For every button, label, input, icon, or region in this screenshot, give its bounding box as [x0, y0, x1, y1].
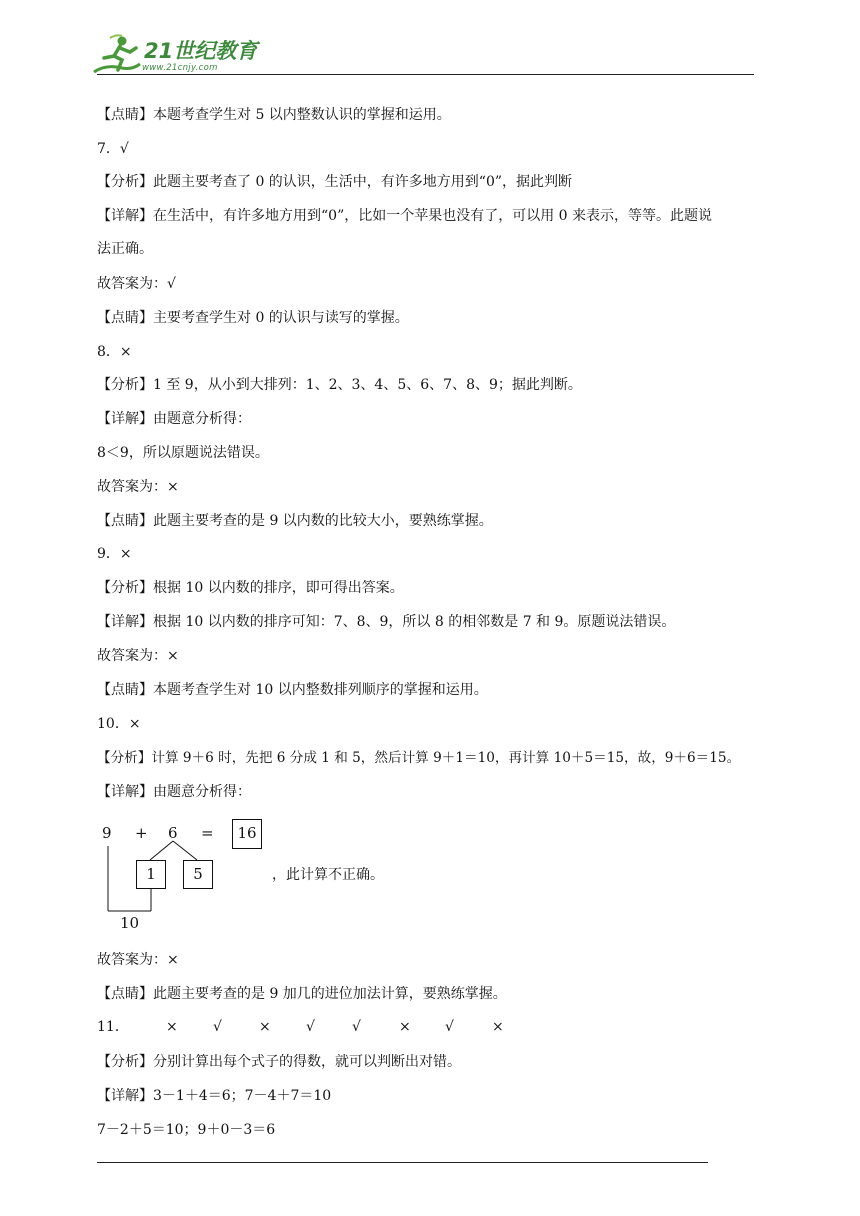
text-line: 【点睛】此题主要考查的是 9 加几的进位加法计算，要熟练掌握。 — [97, 986, 507, 1002]
text-line: 【详解】由题意分析得： — [97, 784, 251, 800]
answer-mark: √ — [213, 1019, 222, 1035]
page-header — [0, 0, 860, 80]
site-logo — [92, 34, 262, 78]
text-line: 7－2＋5＝10；9＋0－3＝6 — [97, 1122, 276, 1138]
text-line: 【点睛】本题考查学生对 5 以内整数认识的掌握和运用。 — [97, 107, 451, 123]
answer-mark: √ — [445, 1019, 454, 1035]
text-line: 8＜9，所以原题说法错误。 — [97, 445, 269, 461]
text-line: 【详解】在生活中，有许多地方用到“0”，比如一个苹果也没有了，可以用 0 来表示，等等。此题说 — [97, 208, 713, 224]
answer-mark: × — [166, 1019, 178, 1035]
diagram-note: ，此计算不正确。 — [272, 867, 384, 883]
text-line: 【点睛】此题主要考查的是 9 以内数的比较大小，要熟练掌握。 — [97, 513, 493, 529]
question-10-answer: 10．× — [97, 716, 141, 732]
addend-9: 9 — [102, 824, 112, 842]
text-line: 【分析】1 至 9，从小到大排列：1、2、3、4、5、6、7、8、9；据此判断。 — [97, 377, 582, 393]
text-line: 故答案为：× — [97, 479, 179, 495]
question-11-answers — [0, 1018, 860, 1038]
footer-divider — [97, 1162, 708, 1163]
answer-mark: × — [259, 1019, 271, 1035]
question-8-answer: 8．× — [97, 344, 132, 360]
logo-url: www.21cnjy.com — [142, 63, 218, 73]
text-line: 故答案为：× — [97, 648, 179, 664]
runner-logo-icon — [92, 34, 142, 78]
text-line: 【分析】分别计算出每个式子的得数，就可以判断出对错。 — [97, 1054, 461, 1070]
logo-title: 21世纪教育 — [144, 39, 258, 63]
text-line: 【分析】此题主要考查了 0 的认识，生活中，有许多地方用到“0”，据此判断 — [97, 174, 573, 190]
header-divider — [97, 74, 754, 75]
part-box-5: 5 — [183, 860, 213, 889]
equals-sign: = — [201, 824, 214, 842]
part-box-1: 1 — [136, 860, 166, 889]
text-line: 【详解】根据 10 以内数的排序可知：7、8、9，所以 8 的相邻数是 7 和 9。原题说法错误。 — [97, 614, 676, 630]
answer-mark: × — [399, 1019, 411, 1035]
text-line: 【分析】根据 10 以内数的排序，即可得出答案。 — [97, 580, 404, 596]
result-box: 16 — [232, 819, 262, 849]
plus-sign: + — [135, 824, 148, 842]
text-line: 法正确。 — [97, 241, 153, 257]
text-line: 故答案为：× — [97, 952, 179, 968]
text-line: 【点睛】主要考查学生对 0 的认识与读写的掌握。 — [97, 310, 409, 326]
text-line: 【分析】计算 9＋6 时，先把 6 分成 1 和 5，然后计算 9＋1＝10，再计算 10＋5＝15，故，9＋6＝15。 — [97, 750, 741, 766]
text-line: 【详解】3－1＋4＝6；7－4＋7＝10 — [97, 1088, 332, 1104]
text-line: 【点睛】本题考查学生对 10 以内整数排列顺序的掌握和运用。 — [97, 682, 488, 698]
question-7-answer: 7．√ — [97, 141, 129, 157]
text-line: 【详解】由题意分析得： — [97, 411, 251, 427]
answer-mark: √ — [352, 1019, 361, 1035]
addend-6: 6 — [168, 824, 178, 842]
answer-mark: × — [492, 1019, 504, 1035]
answer-mark: √ — [306, 1019, 315, 1035]
question-11-label: 11． — [97, 1019, 129, 1035]
sum-10: 10 — [120, 914, 140, 932]
question-9-answer: 9．× — [97, 546, 132, 562]
text-line: 故答案为：√ — [97, 276, 176, 292]
